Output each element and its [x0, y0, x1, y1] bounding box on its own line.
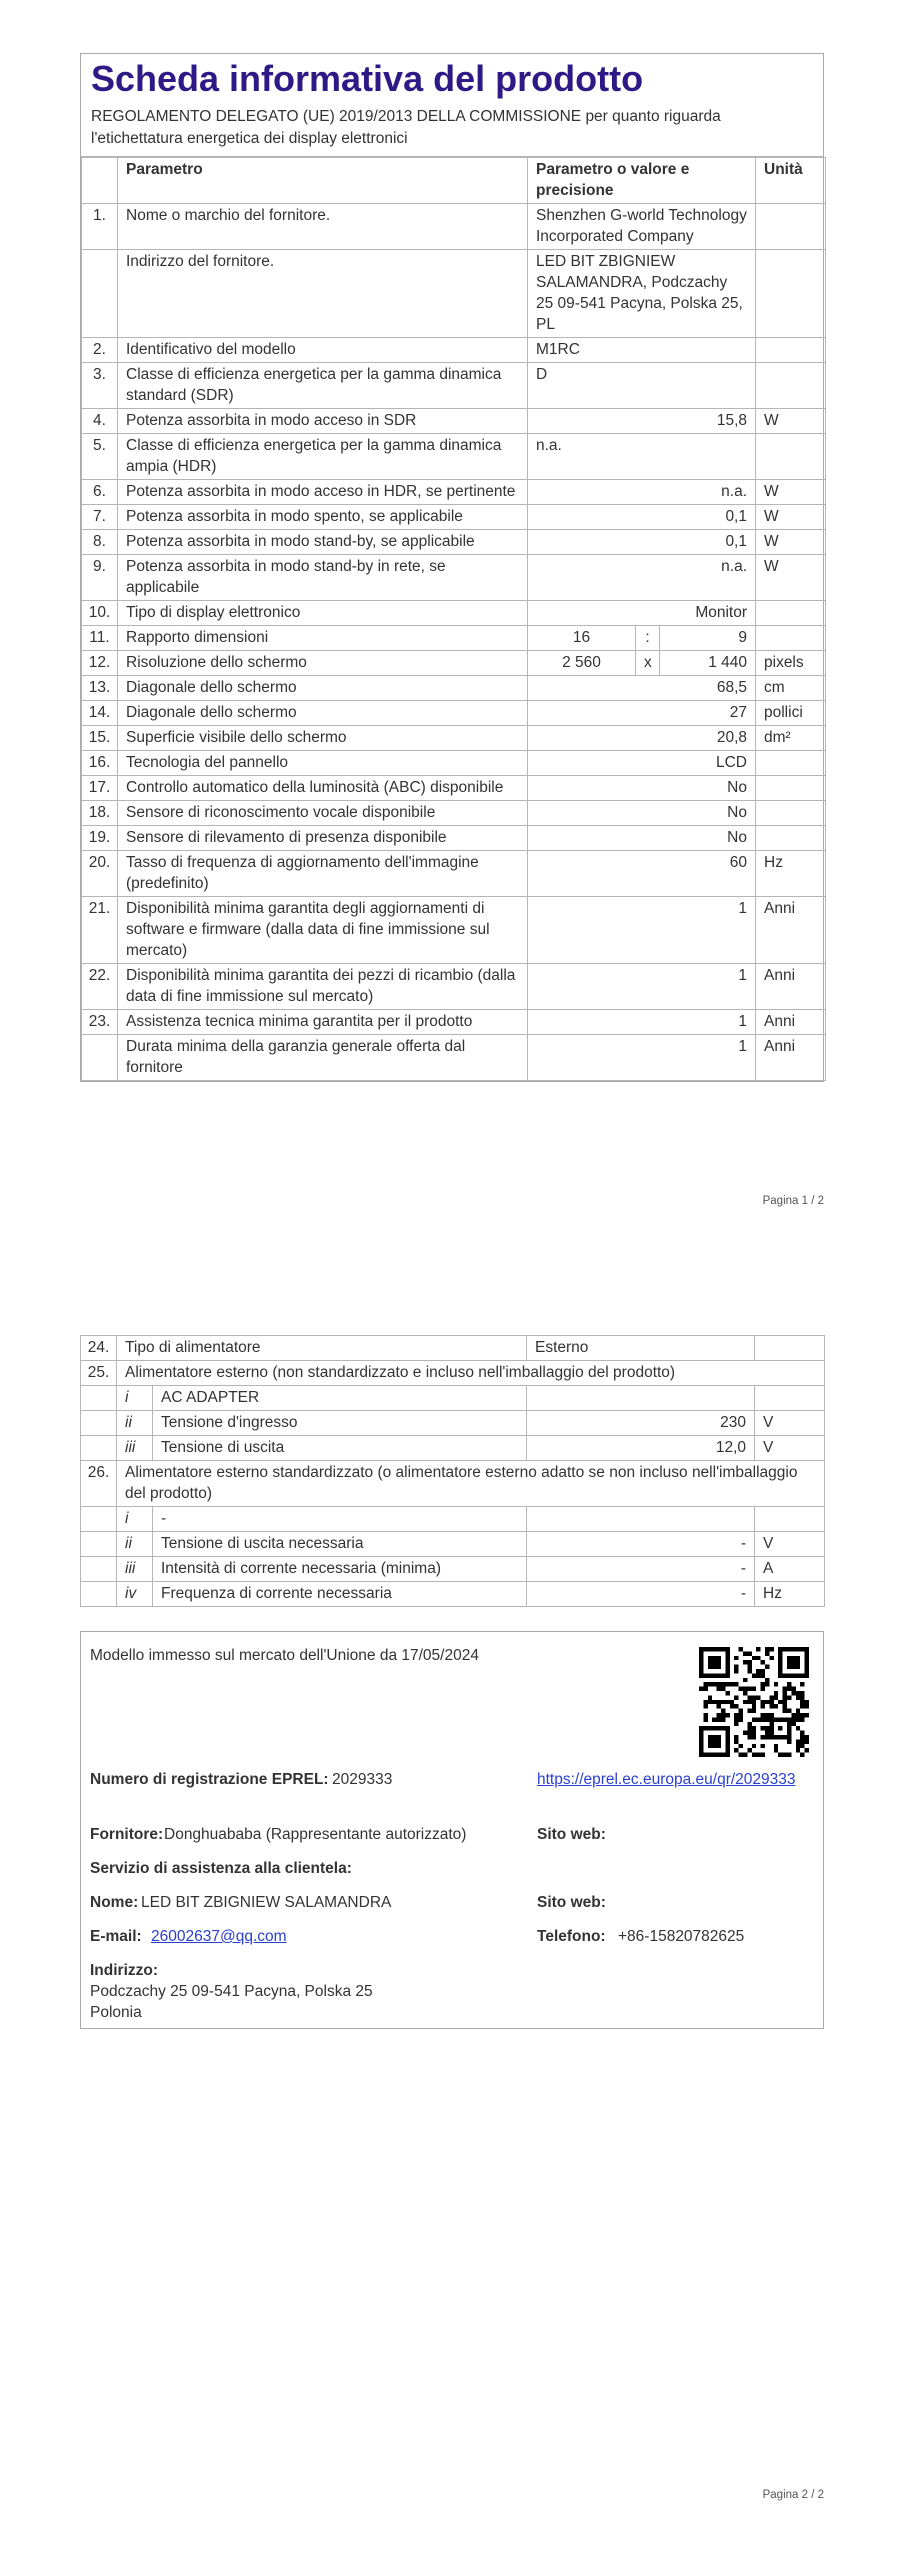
table-row [82, 434, 826, 480]
row-unit: Anni [756, 1035, 826, 1081]
row-value: 1 [528, 897, 756, 964]
row-blank [81, 1411, 117, 1436]
row-value [527, 1507, 755, 1532]
row-parameter: Diagonale dello schermo [118, 701, 528, 726]
row-number: 17. [82, 776, 118, 801]
customer-service-label: Servizio di assistenza alla clientela: [90, 1860, 352, 1877]
eprel-label: Numero di registrazione EPREL: [90, 1771, 329, 1788]
table-row [82, 204, 826, 250]
supplier-label: Fornitore: [90, 1826, 164, 1843]
row-parameter: Tasso di frequenza di aggiornamento dell'immagine (predefinito) [118, 851, 528, 897]
table-row [81, 1436, 825, 1461]
row-unit [756, 250, 826, 338]
row-index: i [117, 1386, 153, 1411]
row-value [527, 1386, 755, 1411]
row-number: 18. [82, 801, 118, 826]
row-number [82, 1035, 118, 1081]
row-value: 60 [528, 851, 756, 897]
table-row [82, 250, 826, 338]
row-value: 20,8 [528, 726, 756, 751]
row-unit [756, 826, 826, 851]
row-value: 15,8 [528, 409, 756, 434]
row-unit [756, 434, 826, 480]
website2-label: Sito web: [537, 1894, 606, 1911]
row-parameter: Potenza assorbita in modo acceso in SDR [118, 409, 528, 434]
regulation-subtitle: REGOLAMENTO DELEGATO (UE) 2019/2013 DELLA COMMISSIONE per quanto riguarda l'etichettatura energetica dei display elettronici [81, 106, 823, 157]
row-unit: pollici [756, 701, 826, 726]
power-supply-table [80, 1335, 825, 1607]
row-unit [756, 776, 826, 801]
row-unit: dm² [756, 726, 826, 751]
row-parameter: - [153, 1507, 527, 1532]
row-value: LED BIT ZBIGNIEW SALAMANDRA, Podczachy 25 09-541 Pacyna, Polska 25, PL [528, 250, 756, 338]
row-value: No [528, 826, 756, 851]
qr-code[interactable] [699, 1647, 809, 1757]
row-number: 14. [82, 701, 118, 726]
row-parameter: Durata minima della garanzia generale offerta dal fornitore [118, 1035, 528, 1081]
row-parameter: Classe di efficienza energetica per la gamma dinamica standard (SDR) [118, 363, 528, 409]
row-value: 1 [528, 1035, 756, 1081]
row-unit: W [756, 480, 826, 505]
row-value: D [528, 363, 756, 409]
eprel-link[interactable]: https://eprel.ec.europa.eu/qr/2029333 [537, 1771, 796, 1788]
row-number: 22. [82, 964, 118, 1010]
table-row [81, 1532, 825, 1557]
row-unit: W [756, 409, 826, 434]
website-label: Sito web: [537, 1826, 606, 1843]
row-value: - [527, 1557, 755, 1582]
row-parameter: Potenza assorbita in modo stand-by in rete, se applicabile [118, 555, 528, 601]
row-unit [756, 626, 826, 651]
row-unit [755, 1507, 825, 1532]
table-row [82, 505, 826, 530]
row-parameter: Disponibilità minima garantita degli aggiornamenti di software e firmware (dalla data di fine immissione sul mercato) [118, 897, 528, 964]
row-index: iv [117, 1582, 153, 1607]
email-label: E-mail: [90, 1928, 142, 1945]
row-number: 9. [82, 555, 118, 601]
table-row [81, 1507, 825, 1532]
row-number [82, 250, 118, 338]
name-label: Nome: [90, 1894, 139, 1911]
table-row [82, 726, 826, 751]
row-parameter: Assistenza tecnica minima garantita per il prodotto [118, 1010, 528, 1035]
row-parameter: Tecnologia del pannello [118, 751, 528, 776]
row-value: 27 [528, 701, 756, 726]
row-number: 10. [82, 601, 118, 626]
product-info-sheet [80, 53, 824, 1082]
table-row: 25. Alimentatore esterno (non standardizzato e incluso nell'imballaggio del prodotto) [81, 1361, 825, 1386]
phone-label: Telefono: [537, 1928, 606, 1945]
row-unit [755, 1386, 825, 1411]
table-row [82, 409, 826, 434]
row-number: 8. [82, 530, 118, 555]
row-parameter: Tipo di display elettronico [118, 601, 528, 626]
row-value-separator: x [636, 651, 660, 676]
row-parameter: Diagonale dello schermo [118, 676, 528, 701]
row-value-b: 9 [660, 626, 756, 651]
table-row [82, 964, 826, 1010]
row-index: i [117, 1507, 153, 1532]
row-value: 68,5 [528, 676, 756, 701]
parameters-table [81, 157, 826, 1081]
table-row [82, 897, 826, 964]
row-number: 1. [82, 204, 118, 250]
table-row [82, 338, 826, 363]
row-value-b: 1 440 [660, 651, 756, 676]
row-value: 0,1 [528, 505, 756, 530]
table-header-row [82, 158, 826, 204]
row-value: - [527, 1582, 755, 1607]
row-unit: Anni [756, 1010, 826, 1035]
row-parameter: Frequenza di corrente necessaria [153, 1582, 527, 1607]
row-parameter: Controllo automatico della luminosità (ABC) disponibile [118, 776, 528, 801]
table-row [82, 751, 826, 776]
row-value: - [527, 1532, 755, 1557]
table-row [82, 826, 826, 851]
table-row [82, 363, 826, 409]
row-number: 21. [82, 897, 118, 964]
table-row [82, 776, 826, 801]
row-number: 16. [82, 751, 118, 776]
table-row: 24. Tipo di alimentatore Esterno [81, 1336, 825, 1361]
row-parameter: Potenza assorbita in modo spento, se applicabile [118, 505, 528, 530]
row-parameter: Sensore di riconoscimento vocale disponibile [118, 801, 528, 826]
table-row [81, 1557, 825, 1582]
row-number: 13. [82, 676, 118, 701]
row-parameter: Intensità di corrente necessaria (minima) [153, 1557, 527, 1582]
header-value: Parametro o valore e precisione [528, 158, 756, 204]
phone-value: +86-15820782625 [618, 1928, 745, 1945]
row-unit [756, 363, 826, 409]
table-row [82, 676, 826, 701]
row-value: n.a. [528, 480, 756, 505]
table-row [81, 1411, 825, 1436]
header-unit: Unità [756, 158, 826, 204]
row-unit [756, 601, 826, 626]
row-value: Shenzhen G-world Technology Incorporated Company [528, 204, 756, 250]
registration-info-box [80, 1631, 824, 2029]
market-date-text: Modello immesso sul mercato dell'Unione da 17/05/2024 [90, 1647, 479, 1664]
row-parameter: Nome o marchio del fornitore. [118, 204, 528, 250]
row-unit: Anni [756, 897, 826, 964]
eprel-number: 2029333 [332, 1771, 393, 1788]
row-parameter: Indirizzo del fornitore. [118, 250, 528, 338]
power-supply-section [80, 1335, 824, 1607]
table-row [81, 1461, 825, 1507]
name-value: LED BIT ZBIGNIEW SALAMANDRA [141, 1894, 392, 1911]
row-unit [756, 801, 826, 826]
table-row [82, 480, 826, 505]
row-number: 7. [82, 505, 118, 530]
header-parameter: Parametro [118, 158, 528, 204]
row-blank [81, 1532, 117, 1557]
row-parameter: Tensione di uscita necessaria [153, 1532, 527, 1557]
row-number: 4. [82, 409, 118, 434]
row-value: No [528, 776, 756, 801]
row-unit: pixels [756, 651, 826, 676]
row-unit: W [756, 530, 826, 555]
row-parameter: Identificativo del modello [118, 338, 528, 363]
row-blank [81, 1507, 117, 1532]
row-number: 11. [82, 626, 118, 651]
row-number: 23. [82, 1010, 118, 1035]
table-row [82, 555, 826, 601]
row-value: 0,1 [528, 530, 756, 555]
row-index: ii [117, 1411, 153, 1436]
row-value: n.a. [528, 434, 756, 480]
row-parameter: Superficie visibile dello schermo [118, 726, 528, 751]
row-unit: V [755, 1532, 825, 1557]
row-unit: cm [756, 676, 826, 701]
row-value: n.a. [528, 555, 756, 601]
row-unit: W [756, 555, 826, 601]
table-row [81, 1582, 825, 1607]
row-value: Monitor [528, 601, 756, 626]
row-number: 26. [81, 1461, 117, 1507]
row-value: 1 [528, 964, 756, 1010]
row-blank [81, 1557, 117, 1582]
page-title: Scheda informativa del prodotto [91, 58, 644, 99]
row-blank [81, 1386, 117, 1411]
table-row [82, 1010, 826, 1035]
row-index: ii [117, 1532, 153, 1557]
row-number: 6. [82, 480, 118, 505]
page-number-2: Pagina 2 / 2 [762, 2489, 824, 2501]
row-value: No [528, 801, 756, 826]
row-value-a: 16 [528, 626, 636, 651]
row-value-separator: : [636, 626, 660, 651]
row-number: 3. [82, 363, 118, 409]
row-blank [81, 1582, 117, 1607]
table-row [82, 701, 826, 726]
table-row [82, 530, 826, 555]
row-number: 20. [82, 851, 118, 897]
row-unit [756, 204, 826, 250]
row-number: 12. [82, 651, 118, 676]
row-unit: Hz [755, 1582, 825, 1607]
row-value: 230 [527, 1411, 755, 1436]
row-parameter: Disponibilità minima garantita dei pezzi di ricambio (dalla data di fine immissione sul mercato) [118, 964, 528, 1010]
row-number: 19. [82, 826, 118, 851]
row-unit [756, 338, 826, 363]
row-parameter: Rapporto dimensioni [118, 626, 528, 651]
row-number: 2. [82, 338, 118, 363]
table-row [82, 651, 826, 676]
row-parameter: Sensore di rilevamento di presenza disponibile [118, 826, 528, 851]
row-number: 5. [82, 434, 118, 480]
table-row [82, 601, 826, 626]
row-parameter: Classe di efficienza energetica per la gamma dinamica ampia (HDR) [118, 434, 528, 480]
row-value: 12,0 [527, 1436, 755, 1461]
row-unit: Anni [756, 964, 826, 1010]
row-unit [756, 751, 826, 776]
row-parameter: Tensione d'ingresso [153, 1411, 527, 1436]
row-blank [81, 1436, 117, 1461]
table-row [82, 626, 826, 651]
row-parameter: Alimentatore esterno standardizzato (o alimentatore esterno adatto se non incluso nell'imballaggio del prodotto) [117, 1461, 825, 1507]
email-link[interactable]: 26002637@qq.com [151, 1928, 287, 1945]
address-label: Indirizzo: [90, 1962, 159, 1979]
row-value: M1RC [528, 338, 756, 363]
row-unit: V [755, 1436, 825, 1461]
page-number-1: Pagina 1 / 2 [762, 1195, 824, 1207]
table-row [82, 1035, 826, 1081]
row-index: iii [117, 1436, 153, 1461]
table-row [82, 851, 826, 897]
row-unit: W [756, 505, 826, 530]
address-line-1: Podczachy 25 09-541 Pacyna, Polska 25 [90, 1983, 373, 2000]
table-row [82, 801, 826, 826]
row-parameter: AC ADAPTER [153, 1386, 527, 1411]
row-unit: V [755, 1411, 825, 1436]
row-parameter: Potenza assorbita in modo stand-by, se applicabile [118, 530, 528, 555]
address-line-2: Polonia [90, 2004, 142, 2021]
row-value: 1 [528, 1010, 756, 1035]
row-parameter: Risoluzione dello schermo [118, 651, 528, 676]
row-parameter: Tensione di uscita [153, 1436, 527, 1461]
table-row [81, 1386, 825, 1411]
row-unit: A [755, 1557, 825, 1582]
row-value: LCD [528, 751, 756, 776]
row-number: 15. [82, 726, 118, 751]
row-index: iii [117, 1557, 153, 1582]
row-parameter: Potenza assorbita in modo acceso in HDR, se pertinente [118, 480, 528, 505]
row-value-a: 2 560 [528, 651, 636, 676]
supplier-value: Donghuababa (Rappresentante autorizzato) [164, 1826, 467, 1843]
row-unit: Hz [756, 851, 826, 897]
